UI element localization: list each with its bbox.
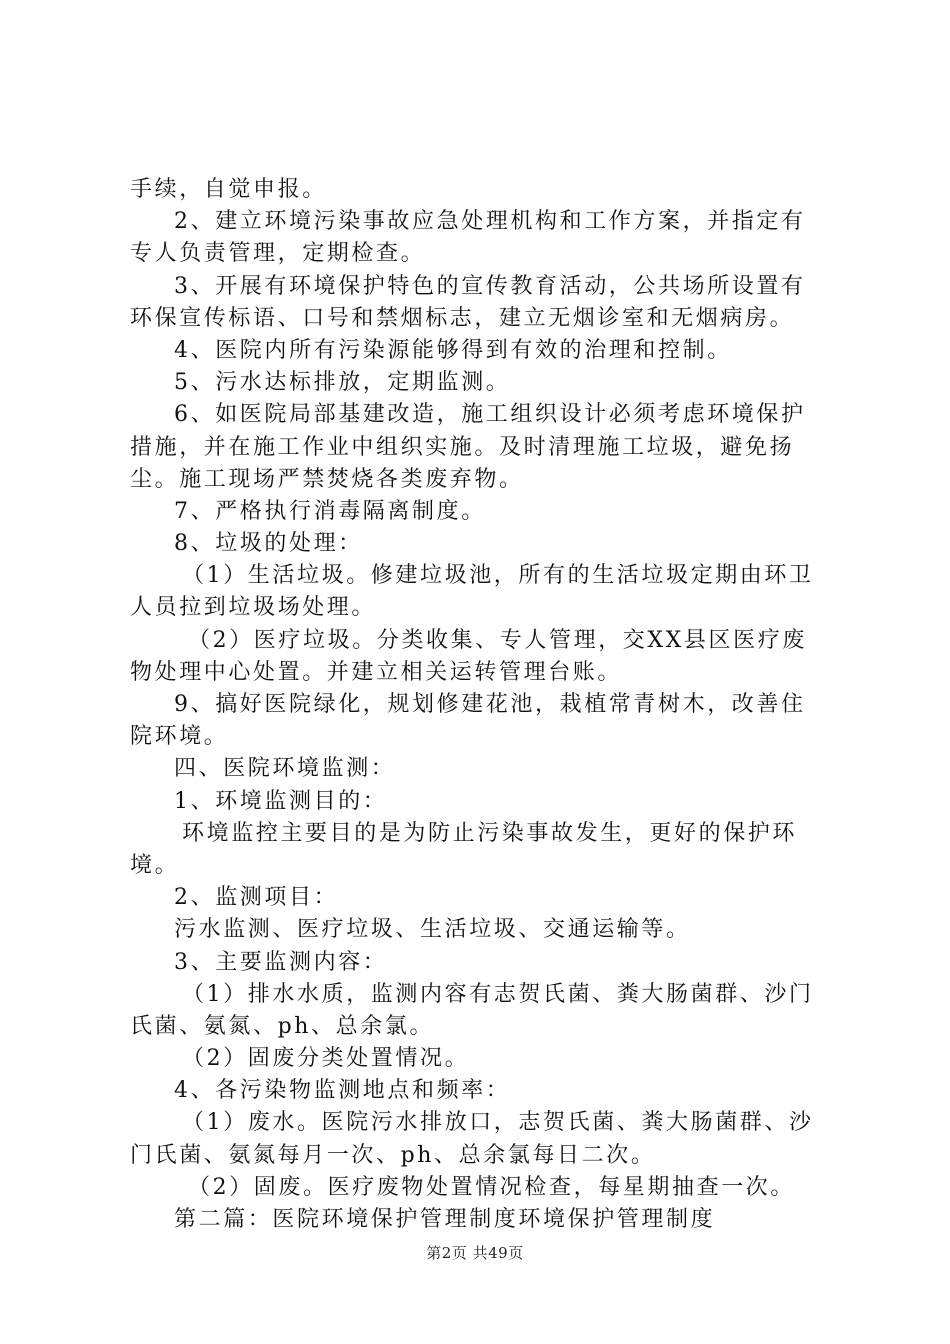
text-line: 氏菌、氨氮、ph、总余氯。	[130, 1013, 435, 1039]
text-line: （2）固废。医疗废物处置情况检查，每星期抽查一次。	[188, 1174, 795, 1200]
text-line: 6、如医院局部基建改造，施工组织设计必须考虑环境保护	[174, 402, 806, 428]
text-line: 9、搞好医院绿化，规划修建花池，栽植常青树木，改善住	[174, 692, 806, 717]
text-line: （2）固废分类处置情况。	[182, 1046, 470, 1072]
text-line: 尘。施工现场严禁焚烧各类废弃物。	[130, 466, 524, 492]
text-line: 专人负责管理，定期检查。	[130, 241, 426, 267]
text-line: 物处理中心处置。并建立相关运转管理台账。	[130, 659, 623, 685]
text-line: 门氏菌、氨氮每月一次、ph、总余氯每日二次。	[130, 1142, 656, 1168]
text-line: （2）医疗垃圾。分类收集、专人管理，交XX县区医疗废	[188, 627, 807, 653]
page-number-footer: 第2页 共49页	[426, 1244, 524, 1262]
text-line: 5、污水达标排放，定期监测。	[174, 370, 511, 396]
text-line: 人员拉到垃圾场处理。	[130, 595, 377, 621]
text-line: 2、建立环境污染事故应急处理机构和工作方案，并指定有	[174, 209, 806, 235]
text-line: 8、垃圾的处理：	[174, 531, 363, 557]
text-line: 7、严格执行消毒隔离制度。	[174, 498, 486, 524]
text-line: 4、各污染物监测地点和频率：	[174, 1078, 511, 1104]
text-line: 境。	[130, 852, 180, 878]
document-body	[130, 174, 830, 1236]
chapter-heading: 第二篇：医院环境保护管理制度环境保护管理制度	[174, 1207, 716, 1232]
text-line: 手续，自觉申报。	[130, 177, 327, 202]
text-line: （1）排水水质，监测内容有志贺氏菌、粪大肠菌群、沙门	[182, 981, 814, 1007]
text-line: 院环境。	[130, 724, 229, 750]
text-line: 1、环境监测目的：	[174, 788, 388, 814]
text-line: 3、主要监测内容：	[174, 949, 388, 975]
text-line: （1）生活垃圾。修建垃圾池，所有的生活垃圾定期由环卫	[182, 563, 814, 589]
text-line: （1）废水。医院污水排放口，志贺氏菌、粪大肠菌群、沙	[182, 1110, 814, 1136]
text-line: 污水监测、医疗垃圾、生活垃圾、交通运输等。	[174, 917, 691, 943]
text-line: 措施，并在施工作业中组织实施。及时清理施工垃圾，避免扬	[130, 434, 795, 460]
text-line: 4、医院内所有污染源能够得到有效的治理和控制。	[174, 337, 732, 363]
text-line: 3、开展有环境保护特色的宣传教育活动，公共场所设置有	[174, 273, 806, 299]
section-heading: 四、医院环境监测：	[174, 756, 396, 782]
text-line: 环保宣传标语、口号和禁烟标志，建立无烟诊室和无烟病房。	[130, 305, 795, 331]
text-line: 环境监控主要目的是为防止污染事故发生，更好的保护环	[182, 820, 798, 846]
text-line: 2、监测项目：	[174, 885, 339, 911]
